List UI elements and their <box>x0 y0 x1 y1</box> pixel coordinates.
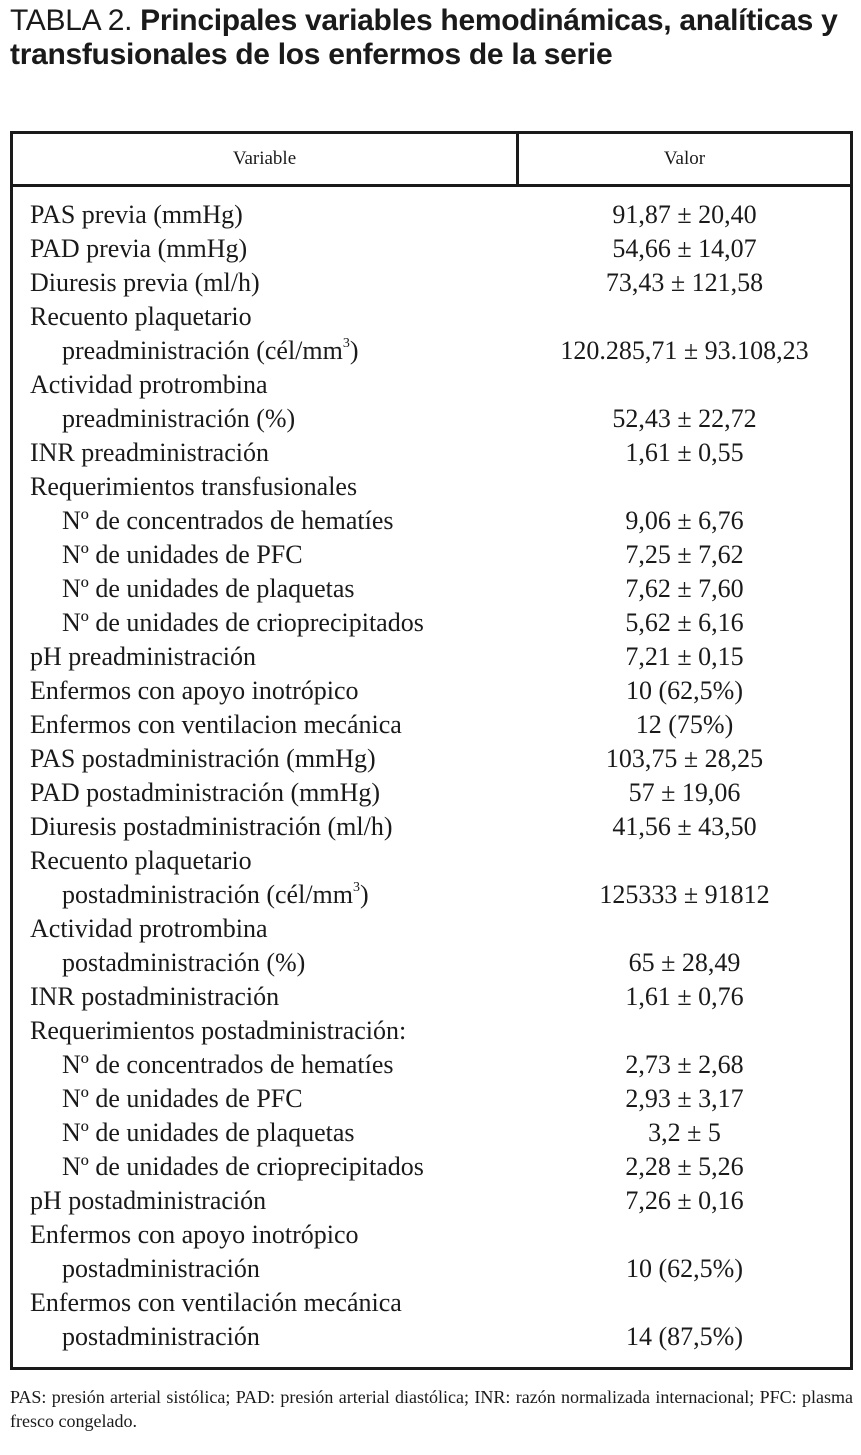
row-value: 1,61 ± 0,55 <box>625 438 744 467</box>
row-variable <box>62 402 295 436</box>
row-value: 7,62 ± 7,60 <box>625 574 744 603</box>
row-variable-text: postadministración (%) <box>62 948 306 977</box>
table-row <box>13 640 850 674</box>
row-variable <box>30 674 359 708</box>
row-value: 1,61 ± 0,76 <box>625 982 744 1011</box>
row-value: 103,75 ± 28,25 <box>605 744 764 773</box>
row-value: 91,87 ± 20,40 <box>612 200 757 229</box>
row-variable <box>62 334 359 368</box>
row-value: 7,25 ± 7,62 <box>625 540 744 569</box>
table-row <box>13 946 850 980</box>
row-variable <box>62 504 394 538</box>
table-row <box>13 1252 850 1286</box>
row-value: 2,73 ± 2,68 <box>625 1050 744 1079</box>
row-variable-text: pH preadministración <box>30 642 256 671</box>
row-variable-text: Recuento plaquetario <box>30 846 252 875</box>
row-variable <box>30 810 393 844</box>
table-row <box>13 1014 850 1048</box>
data-table <box>10 131 853 1370</box>
row-variable <box>62 1116 355 1150</box>
row-variable-suffix: ) <box>360 880 369 909</box>
row-variable-text: Enfermos con ventilacion mecánica <box>30 710 402 739</box>
row-variable <box>62 1082 303 1116</box>
row-variable-text: INR postadministración <box>30 982 280 1011</box>
row-variable <box>62 538 303 572</box>
row-variable-text: Nº de concentrados de hematíes <box>62 506 394 535</box>
table-row <box>13 368 850 402</box>
table-row <box>13 470 850 504</box>
row-variable <box>30 1014 406 1048</box>
table-row <box>13 300 850 334</box>
row-variable-text: PAS postadministración (mmHg) <box>30 744 376 773</box>
row-variable-text: Actividad protrombina <box>30 370 268 399</box>
row-value: 9,06 ± 6,76 <box>625 506 744 535</box>
table-row <box>13 1320 850 1354</box>
row-value: 3,2 ± 5 <box>648 1118 721 1147</box>
table-row <box>13 606 850 640</box>
row-variable-text: Diuresis previa (ml/h) <box>30 268 260 297</box>
row-variable <box>30 708 402 742</box>
row-value: 73,43 ± 121,58 <box>605 268 764 297</box>
table-row <box>13 266 850 300</box>
table-row <box>13 1082 850 1116</box>
row-value: 7,26 ± 0,16 <box>625 1186 744 1215</box>
row-variable <box>30 266 260 300</box>
table-row <box>13 1150 850 1184</box>
row-value: 57 ± 19,06 <box>628 778 741 807</box>
row-variable <box>30 300 252 334</box>
superscript: 3 <box>353 880 360 895</box>
row-value: 54,66 ± 14,07 <box>612 234 757 263</box>
row-variable-text: Nº de unidades de crioprecipitados <box>62 608 424 637</box>
table-row <box>13 1218 850 1252</box>
row-variable <box>62 606 424 640</box>
row-value: 125333 ± 91812 <box>599 880 770 909</box>
row-variable <box>62 1252 260 1286</box>
row-variable-text: postadministración <box>62 1322 260 1351</box>
row-variable-text: Enfermos con apoyo inotrópico <box>30 676 359 705</box>
row-variable <box>62 946 305 980</box>
table-caption: Principales variables hemodinámicas, analíticas y transfusionales de los enfermos de la serie <box>10 4 838 71</box>
table-row <box>13 402 850 436</box>
superscript: 3 <box>342 336 350 351</box>
row-variable-text: Actividad protrombina <box>30 914 268 943</box>
table-row <box>13 232 850 266</box>
row-variable-text: PAD postadministración (mmHg) <box>30 778 381 807</box>
table-row <box>13 198 850 232</box>
row-variable <box>30 232 247 266</box>
table-row <box>13 810 850 844</box>
row-variable <box>30 742 376 776</box>
row-value: 5,62 ± 6,16 <box>625 608 744 637</box>
table-header <box>13 134 850 187</box>
table-row <box>13 504 850 538</box>
row-variable <box>62 1320 260 1354</box>
row-value: 12 (75%) <box>635 710 734 739</box>
row-variable-suffix: ) <box>349 336 359 365</box>
table-body <box>13 198 850 1354</box>
row-value: 41,56 ± 43,50 <box>612 812 757 841</box>
row-variable-text: PAS previa (mmHg) <box>30 200 243 229</box>
table-row <box>13 878 850 912</box>
row-variable-text: Nº de unidades de crioprecipitados <box>62 1152 424 1181</box>
table-row <box>13 776 850 810</box>
table-row <box>13 708 850 742</box>
table-row <box>13 1286 850 1320</box>
row-variable-text: Nº de unidades de plaquetas <box>62 1118 355 1147</box>
row-variable-text: preadministración (%) <box>62 404 296 433</box>
row-variable-text: Enfermos con apoyo inotrópico <box>30 1220 359 1249</box>
row-variable-text: Nº de unidades de PFC <box>62 1084 303 1113</box>
table-row <box>13 742 850 776</box>
row-variable-text: Nº de unidades de PFC <box>62 540 303 569</box>
row-variable <box>30 368 268 402</box>
table-number: TABLA 2. <box>10 4 133 37</box>
row-variable-text: INR preadministración <box>30 438 269 467</box>
row-variable-text: postadministración (cél/mm <box>62 880 353 909</box>
row-variable <box>62 1150 424 1184</box>
row-variable <box>30 1286 402 1320</box>
row-value: 14 (87,5%) <box>626 1322 743 1351</box>
row-value: 2,28 ± 5,26 <box>625 1152 744 1181</box>
row-variable <box>30 980 279 1014</box>
table-row <box>13 436 850 470</box>
table-row <box>13 572 850 606</box>
row-variable <box>30 1218 359 1252</box>
row-variable-text: preadministración (cél/mm <box>62 336 343 365</box>
row-variable-text: Requerimientos transfusionales <box>30 472 358 501</box>
row-variable <box>30 436 269 470</box>
row-value: 2,93 ± 3,17 <box>625 1084 744 1113</box>
table-row <box>13 1048 850 1082</box>
header-variable: Variable <box>13 134 519 184</box>
row-variable-text: Diuresis postadministración (ml/h) <box>30 812 393 841</box>
table-row <box>13 334 850 368</box>
table-title <box>10 4 855 72</box>
row-value: 10 (62,5%) <box>626 1254 743 1283</box>
row-variable <box>30 912 268 946</box>
row-variable <box>62 1048 394 1082</box>
row-value: 52,43 ± 22,72 <box>612 404 757 433</box>
table-row <box>13 1184 850 1218</box>
row-value: 10 (62,5%) <box>626 676 743 705</box>
row-variable-text: postadministración <box>62 1254 260 1283</box>
row-variable-text: pH postadministración <box>30 1186 267 1215</box>
header-value: Valor <box>663 148 706 169</box>
row-variable <box>30 198 243 232</box>
row-variable <box>30 640 256 674</box>
row-variable <box>62 572 355 606</box>
row-variable <box>30 844 252 878</box>
row-variable <box>30 776 380 810</box>
row-variable <box>62 878 369 912</box>
table-row <box>13 1116 850 1150</box>
row-variable-text: Nº de unidades de plaquetas <box>62 574 355 603</box>
row-variable-text: PAD previa (mmHg) <box>30 234 248 263</box>
table-footnote: PAS: presión arterial sistólica; PAD: presión arterial diastólica; INR: razón normalizada internacional; PFC: plasma fresco congelado. <box>10 1387 853 1431</box>
table-row <box>13 538 850 572</box>
table-row <box>13 912 850 946</box>
row-value: 7,21 ± 0,15 <box>625 642 744 671</box>
row-variable-text: Enfermos con ventilación mecánica <box>30 1288 402 1317</box>
table-row <box>13 980 850 1014</box>
table-row <box>13 674 850 708</box>
row-variable <box>30 1184 266 1218</box>
row-value: 65 ± 28,49 <box>628 948 741 977</box>
row-value: 120.285,71 ± 93.108,23 <box>560 336 809 365</box>
row-variable <box>30 470 357 504</box>
row-variable-text: Nº de concentrados de hematíes <box>62 1050 394 1079</box>
table-row <box>13 844 850 878</box>
row-variable-text: Requerimientos postadministración: <box>30 1016 407 1045</box>
row-variable-text: Recuento plaquetario <box>30 302 252 331</box>
